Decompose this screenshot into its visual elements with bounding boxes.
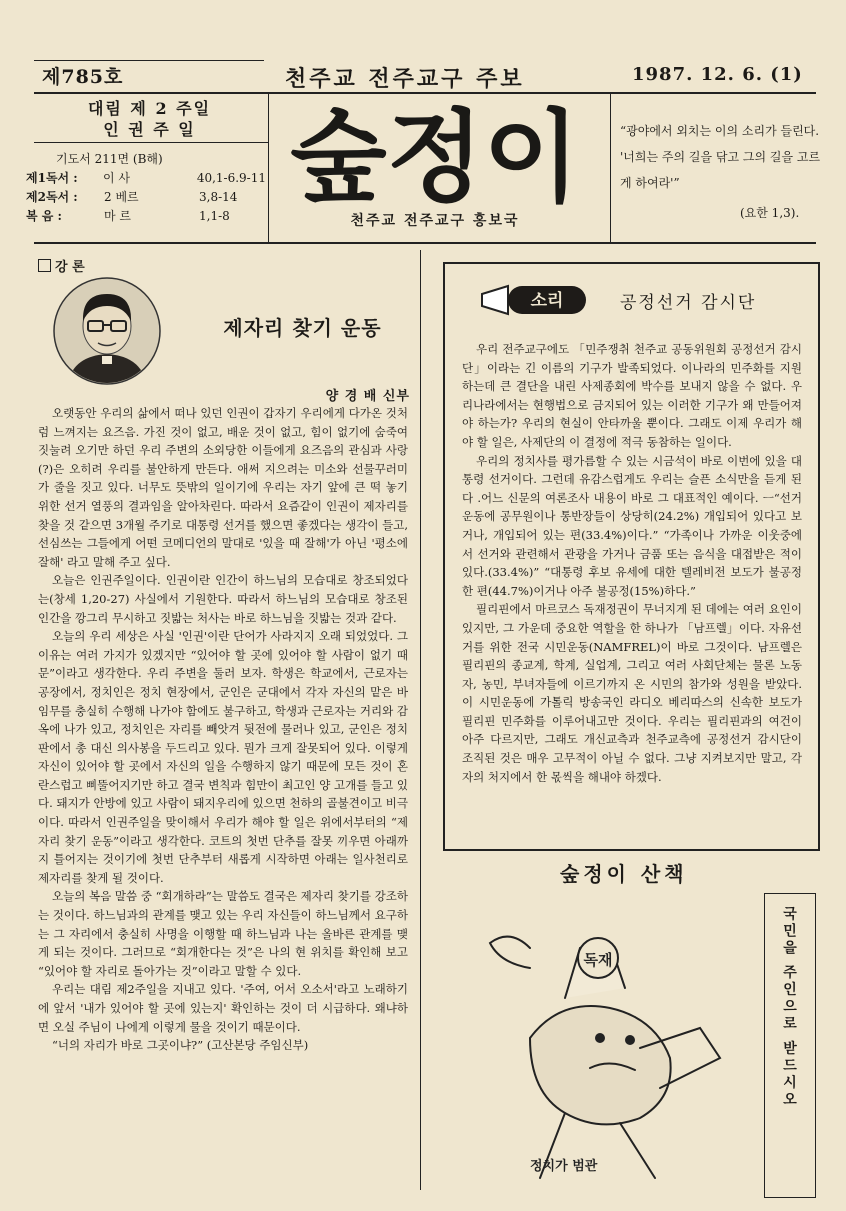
reading-row <box>26 188 266 207</box>
reading-row <box>26 169 266 188</box>
reading-verse: 40,1-6.9-11 <box>196 171 266 185</box>
editorial-paragraph: 우리는 대림 제2주일을 지내고 있다. '주여, 어서 오소서'라고 노래하기에 앞서 '내가 있어야 할 곳에 있는지' 확인하는 것이 더 시급하다. 왜냐하면 오실 주님이 나에게 이렇게 물을 것이기 때문이다. <box>38 982 408 1034</box>
publisher-name: 천주교 전주교구 홍보국 <box>350 213 520 229</box>
section-label <box>38 256 85 275</box>
cartoon-section-title: 숲정이 산책 <box>560 862 688 886</box>
editorial-body <box>38 404 408 1055</box>
reading-row <box>26 207 266 226</box>
scripture-quote: “광야에서 외치는 이의 소리가 들린다. '너희는 주의 길을 닦고 그의 길을 고르게 하여라'” <box>620 124 821 190</box>
sori-body <box>462 340 802 786</box>
sori-title: 공정선거 감시단 <box>620 293 757 313</box>
sori-paragraph: 우리 전주교구에도 「민주쟁취 천주교 공동위원회 공정선거 감시단」이라는 긴 이름의 기구가 발족되었다. 이나라의 민주화를 지원하는데 큰 결단을 내린 사제종회에 박수를 보내지 않을 수 없다. 우리나라에서는 현행법으로 금지되어 있는 이러한 기구가 왜 만들어져야 하는가? 우리의 현실이 안타까울 뿐이다. 그래도 이제 우리가 해야 할 일은, 사제단의 이 결정에 적극 동참하는 일이다. <box>462 342 802 449</box>
editorial-paragraph: 오늘의 우리 세상은 사실 '인권'이란 단어가 사라지지 오래 되었었다. 그 이유는 여러 가지가 있겠지만 “있어야 할 곳에 있어야 할 사람이 없기 때문”이라고 생각한다. 우리 주변을 둘러 보자. 학생은 학교에서, 근로자는 공장에서, 정치인은 정치 현장에서, 군인은 군대에서 각자 자신의 맡은 바 임무를 충실히 수행해 나가야 함에도 불구하고, 학생과 근로자는 거리와 감옥에 나가 있고, 정치인은 자리를 빼앗겨 뒷전에 물러나 있고, 군인은 정치판에서 총 대신 의사봉을 두드리고 있다. 뭔가 크게 잘못되어 있다. 이렇게 자신이 있어야 할 곳에서 자신의 일을 수행하지 않기 때문에 모든 것이 혼란스럽고 삐뚤어지기만 하고 결국 변칙과 힘만이 최고인 양 고개를 들고 있다. 돼지가 안방에 있고 사람이 돼지우리에 있으면 천하의 골불견이고 비극이다. 따라서 인권주일을 맞이해서 우리가 해야 할 일은 위에서부터의 “제자리 찾기 운동”이라고 생각한다. 코트의 첫번 단추를 잘못 끼우면 아래까지 틀어지는 것이기에 첫번 단추부터 새롭게 시작하면 아래는 일사천리로 제자리를 찾게 될 것이다. <box>38 629 408 885</box>
scripture-reference: (요한 1,3). <box>740 206 800 220</box>
reading-label: 복 음 : <box>26 209 62 223</box>
hymnal-page: 기도서 211면 (B해) <box>56 152 163 166</box>
reading-verse: 3,8-14 <box>199 190 238 204</box>
editorial-paragraph: 오늘은 인권주일이다. 인권이란 인간이 하느님의 모습대로 창조되었다는(창세 1,20-27) 사실에서 기원한다. 따라서 하느님의 모습대로 창조된 인간을 깡그리 무시하고 짓밟는 처사는 바로 하느님을 짓밟는 것과 같다. <box>38 573 408 625</box>
logo-title: 숲정이 <box>290 99 580 210</box>
header-bottom-rule <box>34 242 816 244</box>
megaphone-icon <box>478 282 590 318</box>
editorial-author: 양 경 배 신부 <box>325 389 410 404</box>
column-divider <box>420 250 421 1190</box>
masthead-top-rule <box>34 60 264 61</box>
square-bullet-icon <box>38 259 51 272</box>
cartoon-hat-label: 독재 <box>583 951 613 969</box>
sori-badge-label: 소리 <box>530 291 564 311</box>
reading-book: 2 베르 <box>104 190 139 204</box>
reading-label: 제1독서 : <box>26 171 78 185</box>
readings-list <box>26 150 266 226</box>
sori-paragraph: 우리의 정치사를 평가름할 수 있는 시금석이 바로 이번에 있을 대통령 선거이다. 그런데 유감스럽게도 우리는 슬픈 소식만을 듣게 된다 .어느 신문의 여론조사 내용이 바로 그 대표적인 예이다. ㅡ“선거운동에 공무원이나 통반장들이 상당히(24.2%) 개입되어 있다고 보거나, 개입되어 있는 편(33.4%)이다.” “가족이나 가까운 이웃중에서 선거와 관련해서 관광을 가거나 금품 또는 음식을 대접받은 적이 있다.(33.4%)” “대통령 후보 유세에 대한 텔레비전 보도가 불공정한 편(44.7%)이거나 아주 불공정(15%)하다.” <box>462 453 802 598</box>
header-divider-left <box>268 92 269 242</box>
editorial-paragraph: 오랫동안 우리의 삶에서 떠나 있던 인권이 갑자기 우리에게 다가온 것처럼 느껴지는 요즈음. 가진 것이 없고, 배운 것이 없고, 힘이 없기에 숨죽여 짓눌려 오기만 하던 우리 주변의 소외당한 이들에게 요즈음의 관심과 사랑(?)은 오히려 우리를 불안하게 만든다. 애써 지으려는 미소와 선물꾸러미가 줄을 짓고 있다. 너무도 뜻밖의 일이기에 우리는 자기 앞에 큰 떡 놓기 위한 선거 열풍의 결과임을 알아차린다. 따라서 요즘같이 인권이 제자리를 찾을 것 같으면 3개월 주기로 대통령 선거를 했으면 좋겠다는 생각이 들고, 선심쓰는 그들에게 어떤 코메디언의 말대로 '있을 때 잘해'가 아닌 '평소에 잘해' 라고 말해 주고 싶다. <box>38 406 408 569</box>
reading-label: 제2독서 : <box>26 190 78 204</box>
sori-paragraph: 필리핀에서 마르코스 독재정권이 무너지게 된 데에는 여러 요인이 있지만, 그 가운데 중요한 역할을 한 하나가 「남프렐」이다. 자유선거를 위한 전국 시민운동(NAMFREL)이 바로 그것이다. 남프렐은 필리핀의 종교계, 학계, 실업계, 그리고 여러 사회단체는 물론 노동자, 농민, 부녀자들에 이르기까지 온 시민의 참가와 성원을 받았다. 이 시민운동에 가톨릭 방송국인 라디오 베리따스의 신속한 보도가 필리핀 민주화를 이루어내고만 것이다. 우리는 필리핀과의 여건이 아주 다르지만, 그래도 개신교측과 천주교측에 공정선거 감시단이 조직된 것은 매우 고무적이 아닐 수 없다. 그냥 지켜보지만 말고, 각자의 처지에서 한 몫씩을 해내야 하겠다. <box>462 602 802 784</box>
section-label-text: 강 론 <box>55 260 85 275</box>
reading-book: 마 르 <box>104 209 131 223</box>
political-cartoon <box>470 888 750 1188</box>
logo-emblem <box>275 92 595 210</box>
editorial-title: 제자리 찾기 운동 <box>223 316 382 340</box>
liturgical-sunday <box>42 98 257 140</box>
header-divider-right <box>610 92 611 242</box>
issue-number: 제785호 <box>42 66 124 88</box>
editorial-paragraph: 오늘의 복음 말씀 중 “회개하라”는 말씀도 결국은 제자리 찾기를 강조하는 것이다. 하느님과의 관계를 맺고 있는 우리 자신들이 하느님께서 요구하는 그 자리에서 충실히 사명을 이행할 때 하느님과 나는 올바른 관계를 맺게 되는 것이다. 그러므로 “회개한다는 것”은 나의 현 위치를 확인해 보고 “있어야 할 자리로 돌아가는 것”이라고 말할 수 있다. <box>38 889 408 978</box>
issue-date: 1987. 12. 6. (1) <box>632 64 803 85</box>
editorial-closing: “너의 자리가 바로 그곳이냐?” (고산본당 주임신부) <box>52 1038 309 1053</box>
reading-verse: 1,1-8 <box>199 209 230 223</box>
author-portrait <box>52 276 162 386</box>
cartoon-slogan: 국민을 주인으로 받드시오 <box>781 906 797 1109</box>
cartoon-caption: 정치가 범관 <box>530 1159 598 1174</box>
sunday-name: 대림 제 2 주일 <box>87 99 212 118</box>
bulletin-series-title: 천주교 전주교구 주보 <box>285 66 525 92</box>
reading-book: 이 사 <box>103 171 131 185</box>
sunday-theme: 인 권 주 일 <box>103 120 196 139</box>
sunday-rule <box>34 142 268 143</box>
